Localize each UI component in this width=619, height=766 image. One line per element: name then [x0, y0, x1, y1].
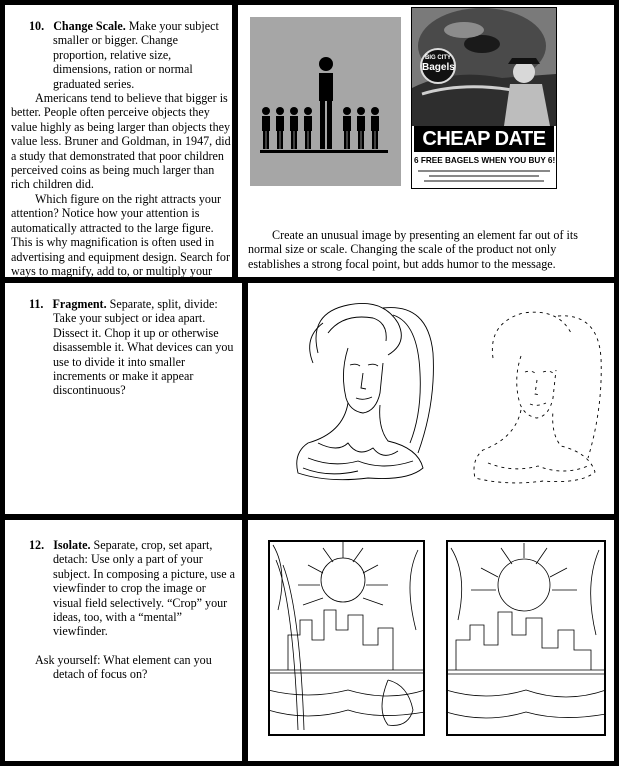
section-11-number: 11.: [29, 297, 44, 311]
section-10-text-cell: [5, 5, 232, 277]
section-12-text-cell: [5, 520, 242, 761]
ad-fine-print: [429, 175, 539, 177]
ad-headline: CHEAP DATE: [414, 126, 554, 152]
section-12-lead: Separate, crop, set apart, detach: Use only a part of your subject. In composing a picture, use a viewfinder to crop the image or visual field selectively. “Crop” your ideas, too, with a “mental” viewfinder.: [53, 538, 236, 639]
section-11-image-cell: [248, 283, 614, 514]
section-12-title: Isolate.: [53, 538, 91, 552]
brand-line-1: BIG CITY: [424, 55, 451, 61]
section-10-paragraph-3: Which figure on the right attracts your attention? Notice how your attention is automatically attracted to the large figure. This is why magnification is often used in advertising and equipment design. Search for ways to magnify, add to, or multiply your: [11, 191, 230, 278]
brand-line-2: Bagels: [422, 62, 455, 73]
ad-fine-print: [418, 170, 550, 172]
section-11-heading: [29, 297, 236, 398]
ad-fine-print: [424, 180, 544, 182]
fragmented-portrait-drawing: [463, 298, 608, 488]
section-11-title: Fragment.: [52, 297, 107, 311]
ad-photo: [412, 8, 556, 126]
city-drawing-full: [268, 540, 425, 736]
section-12-paragraph-2: [35, 652, 236, 682]
ad-offer: 6 FREE BAGELS WHEN YOU BUY 6!: [414, 156, 556, 165]
city-drawing-cropped: [446, 540, 606, 736]
section-12-paragraph-2-text: Ask yourself: What element can you detach of focus on?: [35, 652, 212, 682]
woman-portrait-line-drawing: [288, 293, 438, 493]
section-10-number: 10.: [29, 19, 45, 33]
bagel-advertisement: [411, 7, 557, 189]
scale-figures-illustration: [246, 13, 405, 190]
section-12-image-cell: [248, 520, 614, 761]
section-10-title: Change Scale.: [53, 19, 126, 33]
ground-line: [260, 150, 388, 153]
section-10-lead: Make your subject smaller or bigger. Change proportion, relative size, dimensions, ration or normal graduated series.: [53, 19, 219, 91]
section-12-number: 12.: [29, 538, 45, 552]
section-10-caption-text: Create an unusual image by presenting an element far out of its normal size or scale. Changing the scale of the product not only establishes a strong focal point, but adds humor to the message.: [248, 228, 578, 271]
section-10-paragraph-2: Americans tend to believe that bigger is better. People often perceive objects they value highly as being larger than objects they value less. Bruner and Goldman, in 1947, did a study that demonstrated that poor children perceived coins as being much larger than rich children did.: [11, 91, 231, 192]
section-11-text-cell: [5, 283, 242, 514]
section-11-lead: Separate, split, divide: Take your subject or idea apart. Dissect it. Chop it up or otherwise disassemble it. What devices can you use to divide it into smaller increments or make it appear discontinuous?: [53, 297, 234, 398]
big-city-bagels-logo: [420, 48, 456, 84]
section-12-heading: [29, 538, 236, 639]
section-10-heading: [29, 19, 232, 91]
section-10-caption: [248, 228, 608, 271]
section-10-image-cell: [238, 5, 614, 277]
